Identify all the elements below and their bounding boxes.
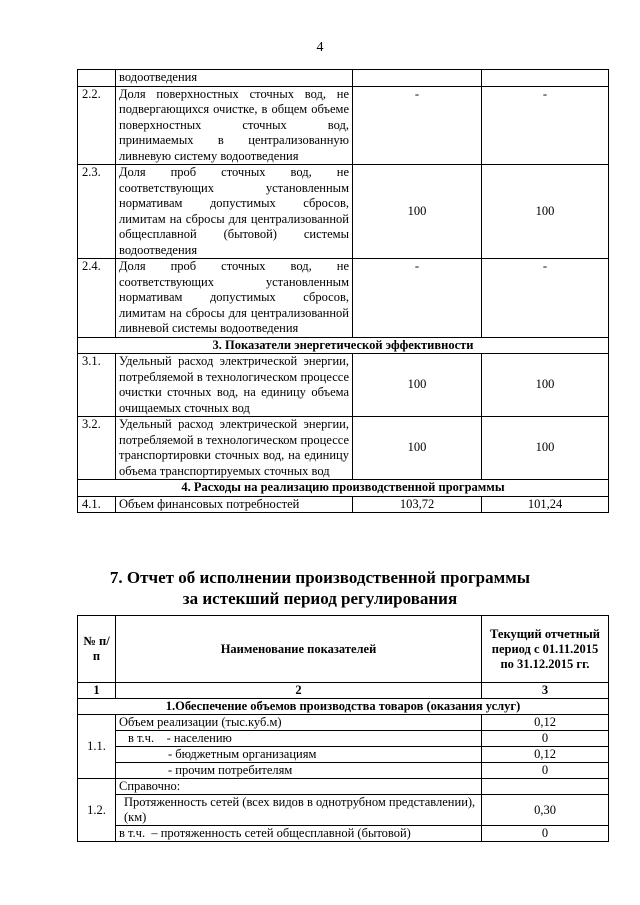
row-value-1: - <box>353 259 482 338</box>
row-value: 0 <box>482 826 609 842</box>
section-row: 1.Обеспечение объемов производства товаров (оказания услуг) <box>78 699 609 715</box>
table-row <box>78 354 609 417</box>
row-value-1 <box>353 70 482 87</box>
row-value: 0,12 <box>482 747 609 763</box>
row-name: Удельный расход электрической энергии, потребляемой в технологическом процессе транспортировки сточных вод, на единицу объема транспортируемых сточных вод <box>116 417 353 480</box>
row-number: 3.2. <box>78 417 116 480</box>
row-value-2: 100 <box>482 165 609 259</box>
row-value-2: 100 <box>482 417 609 480</box>
table-row <box>78 165 609 259</box>
row-name: в т.ч. - населению <box>116 731 482 747</box>
row-value-2: 100 <box>482 354 609 417</box>
table-row <box>78 259 609 338</box>
row-number: 4.1. <box>78 496 116 513</box>
report-table <box>77 615 609 842</box>
indicators-table-continued <box>77 69 609 513</box>
table-row <box>78 70 609 87</box>
row-value: 0,12 <box>482 715 609 731</box>
row-name: Доля поверхностных сточных вод, не подвергающихся очистке, в общем объеме поверхностных сточных вод, принимаемых в централизованную ливневую систему водоотведения <box>116 86 353 165</box>
row-name: - бюджетным организациям <box>116 747 482 763</box>
header-number: № п/п <box>78 616 116 683</box>
column-number-3: 3 <box>482 683 609 699</box>
row-number: 1.1. <box>78 715 116 779</box>
row-name: - прочим потребителям <box>116 763 482 779</box>
row-value-1: 103,72 <box>353 496 482 513</box>
row-number: 2.2. <box>78 86 116 165</box>
row-name: Удельный расход электрической энергии, потребляемой в технологическом процессе очистки сточных вод, на единицу объема очищаемых сточных вод <box>116 354 353 417</box>
page-number: 4 <box>316 40 324 55</box>
row-number: 2.3. <box>78 165 116 259</box>
row-name: водоотведения <box>116 70 353 87</box>
row-value-2 <box>482 70 609 87</box>
row-number: 1.2. <box>78 779 116 842</box>
row-value-2: - <box>482 86 609 165</box>
row-value-1: 100 <box>353 417 482 480</box>
row-name: Протяженность сетей (всех видов в однотрубном представлении), (км) <box>116 795 482 826</box>
row-value: 0 <box>482 731 609 747</box>
heading-line-1: 7. Отчет об исполнении производственной программы <box>109 568 531 587</box>
section-title: 3. Показатели энергетической эффективности <box>78 337 609 354</box>
column-number-2: 2 <box>116 683 482 699</box>
row-value-2: - <box>482 259 609 338</box>
row-name: Объем реализации (тыс.куб.м) <box>116 715 482 731</box>
row-name: в т.ч. – протяженность сетей общесплавной (бытовой) <box>116 826 482 842</box>
row-value-2: 101,24 <box>482 496 609 513</box>
table-row <box>78 417 609 480</box>
header-name: Наименование показателей <box>116 616 482 683</box>
table-row <box>78 86 609 165</box>
row-value <box>482 779 609 795</box>
section-row <box>78 337 609 354</box>
row-number <box>78 70 116 87</box>
heading-line-2: за истекший период регулирования <box>182 589 458 608</box>
row-name: Объем финансовых потребностей <box>116 496 353 513</box>
section-title: 4. Расходы на реализацию производственной программы <box>78 480 609 497</box>
row-value-1: - <box>353 86 482 165</box>
row-number: 2.4. <box>78 259 116 338</box>
row-name: Справочно: <box>116 779 482 795</box>
row-name: Доля проб сточных вод, не соответствующих установленным нормативам допустимых сбросов, лимитам на сбросы для централизованной общесплавной (бытовой) системы водоотведения <box>116 165 353 259</box>
header-period: Текущий отчетный период с 01.11.2015 по 31.12.2015 гг. <box>482 616 609 683</box>
column-number-1: 1 <box>78 683 116 699</box>
table-row <box>78 496 609 513</box>
row-value: 0 <box>482 763 609 779</box>
row-number: 3.1. <box>78 354 116 417</box>
row-value-1: 100 <box>353 165 482 259</box>
section-row <box>78 480 609 497</box>
row-value-1: 100 <box>353 354 482 417</box>
row-name: Доля проб сточных вод, не соответствующих установленным нормативам допустимых сбросов, лимитам на сбросы для централизованной ливневой системы водоотведения <box>116 259 353 338</box>
section-7-heading <box>0 567 640 609</box>
row-value: 0,30 <box>482 795 609 826</box>
